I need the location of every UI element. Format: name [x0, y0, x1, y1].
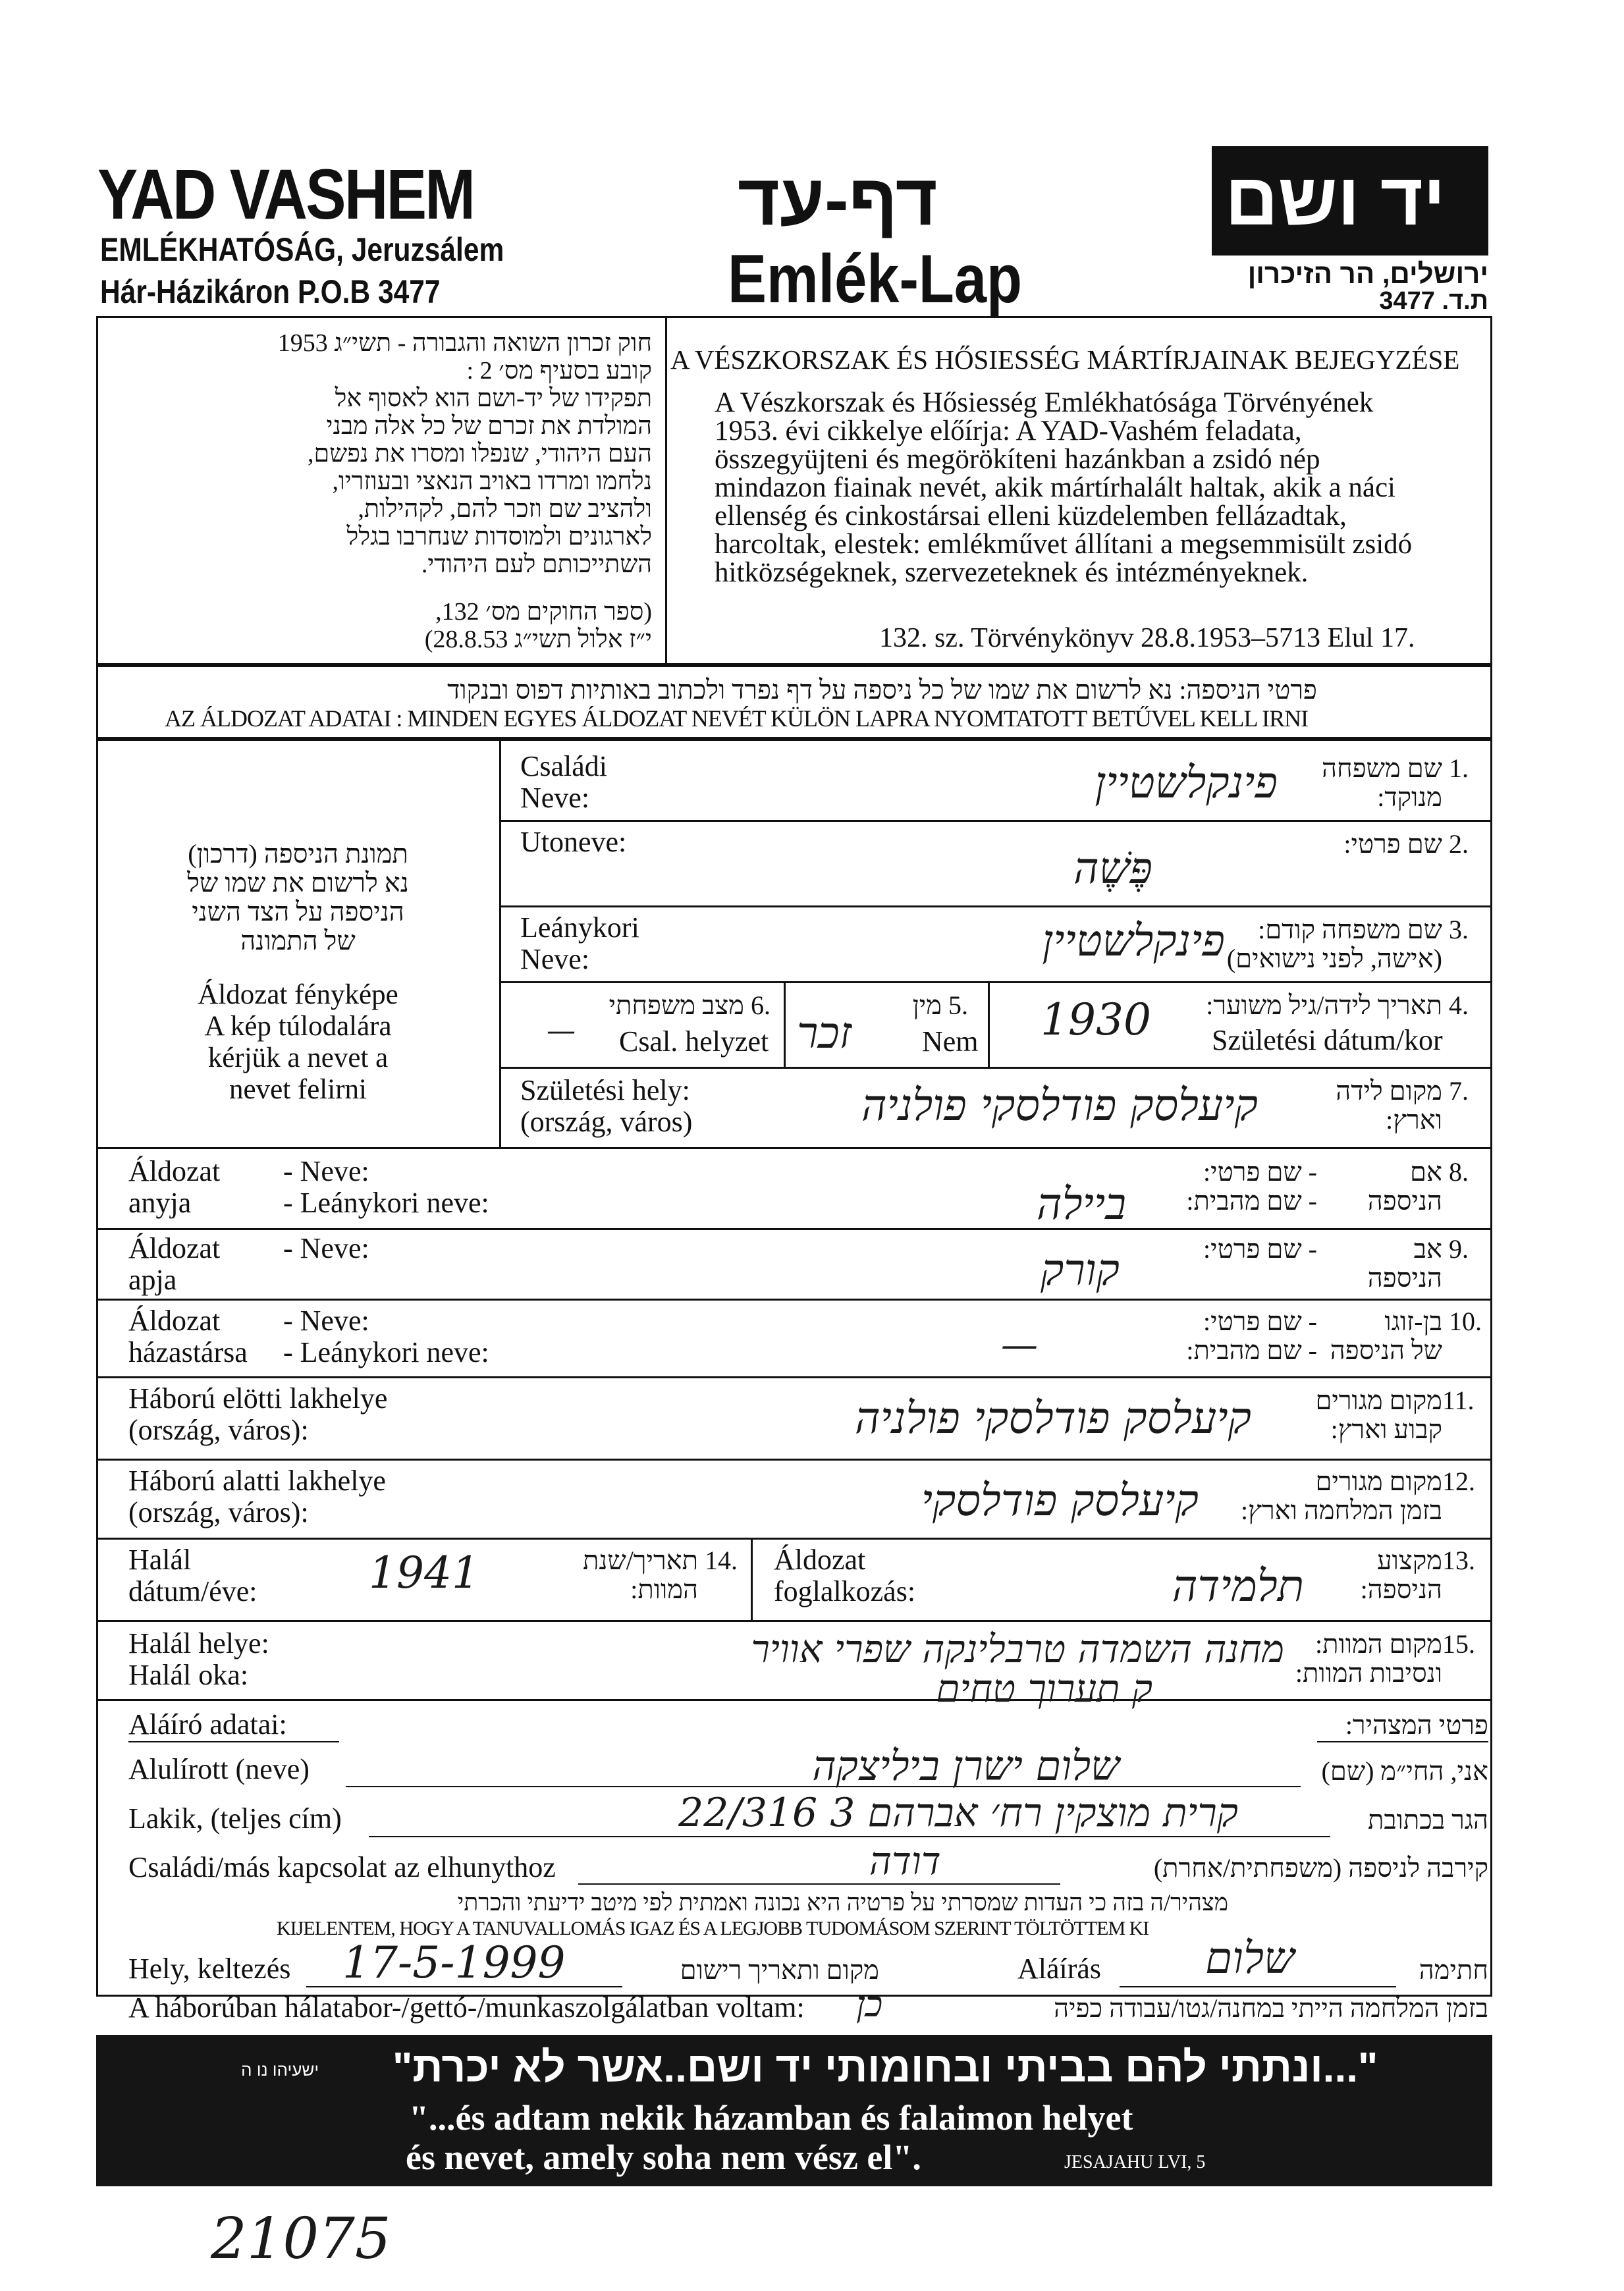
field8-label-hu: Áldozat anyja — [128, 1155, 221, 1219]
photo-hebrew-line: הניספה על הצד השני — [192, 897, 404, 927]
declaration-hu: KIJELENTEM, HOGY A TANUVALLOMÁS IGAZ ÉS A LEGJOBB TUDOMÁSOM SZERINT TÖLTÖTTEM KI — [277, 1918, 1149, 1939]
field12-label-he: מקום מגורים בזמן המלחמה וארץ: — [1241, 1467, 1442, 1525]
field9-value[interactable]: קורק — [1041, 1245, 1120, 1295]
law-hebrew-line: לארגונים ולמוסדות שנחרבו בגלל — [346, 523, 652, 551]
law-hebrew-line: ולהציב שם וזכר להם, לקהילות, — [358, 495, 652, 523]
field10-sublabel-he: - שם פרטי: - שם מהבית: — [1186, 1307, 1317, 1365]
law-divider — [665, 316, 667, 665]
law-hebrew-line: נלחמו ומרדו באויב הנאצי ובעוזריו, — [332, 468, 652, 495]
law-hungarian-line: harcoltak, elestek: emlékművet állítani a megsemmisült zsidó — [715, 529, 1413, 560]
instructions-hebrew: פרטי הניספה: נא לרשום את שמו של כל ניספה על דף נפרד ולכתוב באותיות דפוס ובנקוד — [447, 675, 1317, 705]
row-line — [499, 981, 1492, 983]
field13-value[interactable]: תלמידה — [1172, 1561, 1304, 1611]
photo-hungarian-line: kérjük a nevet a — [207, 1042, 389, 1073]
submitter-addr-value[interactable]: קרית מוצקין רח׳ אברהם 3 22/316 — [678, 1790, 1238, 1836]
row-line — [96, 1459, 1492, 1461]
footer-hu-line1: "...és adtam nekik házamban és falaimon helyet — [409, 2098, 1133, 2138]
header-address-line2: Hár-Házikáron P.O.B 3477 — [100, 273, 441, 310]
cell-divider — [784, 981, 786, 1067]
submitter-name-label-he: אני, החי״מ (שם) — [1321, 1756, 1488, 1786]
field8-label-he: אם הניספה — [1367, 1157, 1442, 1216]
field12-number: 12. — [1442, 1467, 1475, 1496]
field1-number: 1. — [1449, 753, 1469, 783]
field15-value[interactable]: מחנה השמדה טרבלינקה שפרי אוויר — [751, 1627, 1284, 1671]
submitter-addr-label-hu: Lakik, (teljes cím) — [128, 1802, 342, 1835]
field9-sublabel-he: - שם פרטי: — [1203, 1234, 1317, 1264]
field11-value[interactable]: קיעלסק פודלסקי פולניה — [854, 1393, 1251, 1443]
law-hebrew-ref: י״ז אלול תשי״ג 28.8.53) — [424, 626, 652, 653]
field14-label-hu: Halál dátum/éve: — [128, 1544, 257, 1607]
submitter-addr-label-he: הגר בכתובת — [1368, 1805, 1488, 1835]
submitter-title-he-underline — [1317, 1741, 1488, 1742]
submitter-rel-label-hu: Családi/más kapcsolat az elhunythoz — [128, 1851, 556, 1883]
submitter-rel-value[interactable]: דודה — [869, 1839, 941, 1883]
field3-value[interactable]: פינקלשטיין — [1042, 915, 1225, 966]
submitter-title-underline — [128, 1741, 339, 1742]
field9-sublabel-hu: - Neve: — [283, 1232, 369, 1264]
field8-value[interactable]: ביילה — [1037, 1179, 1126, 1229]
field3-label-hu: Leánykori Neve: — [520, 911, 639, 975]
row-line — [499, 905, 1492, 907]
law-hungarian-line: ellenség és cinkostársai elleni küzdelemben fellázadtak, — [715, 500, 1347, 531]
photo-area — [99, 840, 497, 1106]
field2-value[interactable]: פֶּשֶׁה — [1073, 843, 1152, 894]
field12-label-hu: Háború alatti lakhelye (ország, város): — [128, 1465, 386, 1528]
field1-value[interactable]: פינקלשטיין — [1095, 757, 1278, 808]
field11-number: 11. — [1442, 1386, 1475, 1415]
field3-label-he: שם משפחה קודם: (אישה, לפני נישואים) — [1226, 915, 1442, 973]
field7-label-hu: Születési hely: (ország, város) — [520, 1074, 693, 1138]
field10-sublabel-hu: - Neve: - Leánykori neve: — [283, 1305, 489, 1368]
submitter-addr-line — [369, 1836, 1330, 1837]
camp-label-he: בזמן המלחמה הייתי במחנה/גטו/עבודה כפיה — [1054, 1993, 1488, 2023]
row-line — [499, 820, 1492, 822]
photo-divider — [499, 739, 501, 1147]
field4-label-hu: Születési dátum/kor — [1212, 1024, 1443, 1056]
camp-value[interactable]: כן — [856, 1983, 883, 2025]
field10-value[interactable]: — — [1001, 1324, 1038, 1366]
field7-label-he: מקום לידה וארץ: — [1336, 1076, 1442, 1135]
header-address-line1: EMLÉKHATÓSÁG, Jeruzsálem — [100, 231, 504, 268]
field9-label-he: אב הניספה — [1367, 1234, 1442, 1293]
photo-hungarian-line: Áldozat fényképe — [198, 979, 398, 1010]
row-line — [96, 1228, 1492, 1230]
header-hebrew-line1: ירושלים, הר הזיכרון — [1247, 258, 1488, 289]
field3-number: 3. — [1449, 915, 1469, 944]
photo-hungarian-line: nevet felirni — [229, 1074, 367, 1105]
submitter-title-he: פרטי המצהיר: — [1345, 1710, 1488, 1740]
field6-label-hu: Csal. helyzet — [619, 1025, 769, 1058]
signature-line — [1120, 1986, 1396, 1987]
field11-label-hu: Háború elötti lakhelye (ország, város): — [128, 1382, 388, 1446]
footer-hu-line2: és nevet, amely soha nem vész el". — [406, 2138, 921, 2177]
field1-label-hu: Családi Neve: — [520, 750, 607, 814]
photo-hebrew-line: נא לרשום את שמו של — [187, 868, 409, 898]
field10-number: 10. — [1449, 1307, 1482, 1336]
field15-label-he: מקום המוות: ונסיבות המוות: — [1295, 1629, 1442, 1688]
declaration-he: מצהיר/ה בזה כי העדות שמסרתי על פרטיה היא נכונה ואמתית לפי מיטב ידיעתי והכרתי — [457, 1889, 1229, 1916]
field15-value2[interactable]: ק תערוך טחים — [936, 1666, 1152, 1711]
place-label-hu: Hely, keltezés — [128, 1953, 291, 1985]
field5-label-hu: Nem — [922, 1025, 979, 1058]
camp-label-hu: A háborúban hálatabor-/gettó-/munkaszolgálatban voltam: — [128, 1991, 805, 2024]
yad-vashem-logo — [1212, 146, 1488, 256]
field5-value[interactable]: זכר — [797, 1008, 852, 1058]
field8-number: 8. — [1449, 1157, 1469, 1187]
place-label-he: מקום ותאריך רישום — [680, 1955, 879, 1985]
field13-label-hu: Áldozat foglalkozás: — [774, 1544, 916, 1607]
field4-number: 4. — [1449, 990, 1469, 1020]
field10-label-he: בן-זוגו של הניספה — [1330, 1307, 1442, 1365]
law-hungarian-line: összegyüjteni és megörökíteni hazánkban a zsidó nép — [715, 444, 1320, 475]
signature-label-hu: Aláírás — [1017, 1953, 1102, 1985]
field10-label-hu: Áldozat házastársa — [128, 1305, 248, 1368]
cell-divider — [751, 1538, 753, 1620]
place-value[interactable]: 17-5-1999 — [342, 1937, 566, 1988]
field14-label-he: תאריך/שנת המוות: — [582, 1546, 698, 1604]
row-line — [96, 1620, 1492, 1622]
law-hungarian-line: hitközségeknek, szervezeteknek és intézményeknek. — [715, 557, 1309, 588]
law-hebrew-line: חוק זכרון השואה והגבורה - תשי״ג 1953 — [277, 329, 652, 357]
law-hungarian-line: A Vészkorszak és Hősiesség Emlékhatósága Törvényének — [715, 387, 1374, 418]
field15-number: 15. — [1442, 1629, 1475, 1659]
footer-banner — [96, 2035, 1492, 2186]
law-hebrew-line: המולדת את זכרם של כל אלה מבני — [326, 412, 652, 440]
footer-hebrew-quote: "...ונתתי להם בביתי ובחומותי יד ושם..אשר לא יכרת" — [392, 2043, 1378, 2091]
stamp-number: 21075 — [211, 2206, 391, 2272]
yad-vashem-title: YAD VASHEM — [97, 154, 474, 234]
row-line — [499, 1067, 1492, 1069]
law-hebrew-line: העם היהודי, שנפלו ומסרו את נפשם, — [307, 440, 652, 468]
field11-label-he: מקום מגורים קבוע וארץ: — [1315, 1386, 1442, 1444]
submitter-rel-label-he: קירבה לניספה (משפחתית/אחרת) — [1153, 1853, 1488, 1883]
field7-value[interactable]: קיעלסק פודלסקי פולניה — [861, 1080, 1258, 1131]
signature-label-he: חתימה — [1419, 1955, 1488, 1985]
law-hungarian-title: A VÉSZKORSZAK ÉS HŐSIESSÉG MÁRTÍRJAINAK BEJEGYZÉSE — [670, 344, 1460, 375]
center-hebrew-title: דף-עד — [738, 159, 938, 240]
field6-value[interactable]: — — [547, 1014, 576, 1048]
field2-number: 2. — [1449, 829, 1469, 859]
law-hungarian-line: mindazon fiainak nevét, akik mártírhalált haltak, akik a náci — [715, 472, 1395, 503]
photo-hebrew-line: תמונת הניספה (דרכון) — [188, 839, 408, 869]
field8-sublabel-he: - שם פרטי: - שם מהבית: — [1186, 1157, 1317, 1216]
footer-hu-ref: JESAJAHU LVI, 5 — [1064, 2152, 1206, 2172]
field4-label-he: תאריך לידה/גיל משוער: — [1206, 990, 1442, 1020]
row-line — [96, 1538, 1492, 1540]
submitter-name-label-hu: Alulírott (neve) — [128, 1753, 310, 1785]
instructions-hungarian: AZ ÁLDOZAT ADATAI : MINDEN EGYES ÁLDOZAT NEVÉT KÜLÖN LAPRA NYOMTATOTT BETŰVEL KELL IRNI — [165, 705, 1309, 732]
law-hebrew-line: השתייכותם לעם היהודי. — [421, 551, 652, 578]
field2-label-he: שם פרטי: — [1343, 829, 1442, 859]
law-hebrew-ref: (ספר החוקים מס׳ 132, — [435, 598, 652, 626]
field1-label-he: שם משפחה מנוקד: — [1322, 753, 1442, 812]
emlek-lap-title: Emlék-Lap — [728, 241, 1023, 317]
submitter-rel-line — [578, 1883, 1060, 1885]
law-hebrew-line: קובע בסעיף מס׳ 2 : — [466, 357, 652, 385]
field4-value[interactable]: 1930 — [1041, 994, 1151, 1045]
signature-value[interactable]: שלום — [1205, 1933, 1295, 1983]
field6-label-he: מצב משפחתי — [609, 990, 744, 1020]
law-hungarian-line: 1953. évi cikkelye előírja: A YAD-Vashém feladata, — [715, 416, 1302, 446]
cell-divider — [988, 981, 990, 1067]
row-line — [96, 1299, 1492, 1301]
row-line — [96, 1699, 1492, 1701]
law-hungarian-text — [715, 389, 1478, 587]
field13-label-he: מקצוע הניספה: — [1360, 1546, 1442, 1604]
field14-number: 14. — [705, 1546, 738, 1575]
logo-text: יד ושם — [1225, 158, 1446, 240]
field12-value[interactable]: קיעלסק פודלסקי — [921, 1475, 1199, 1526]
photo-hebrew-line: של התמונה — [240, 926, 356, 956]
field8-sublabel-hu: - Neve: - Leánykori neve: — [283, 1155, 489, 1219]
field5-number: 5. — [948, 990, 968, 1020]
submitter-title-hu: Aláíró adatai: — [128, 1708, 287, 1740]
field15-label-hu: Halál helye: Halál oka: — [128, 1627, 269, 1691]
field6-number: 6. — [751, 990, 771, 1020]
field9-label-hu: Áldozat apja — [128, 1232, 221, 1296]
law-hebrew-line: תפקידו של יד-ושם הוא לאסוף אל — [335, 385, 652, 412]
field13-number: 13. — [1442, 1546, 1475, 1575]
footer-hebrew-ref: ישעיהו נו ה — [241, 2060, 319, 2080]
row-line — [96, 1147, 1492, 1149]
field14-value[interactable]: 1941 — [369, 1548, 479, 1598]
field5-label-he: מין — [912, 990, 942, 1020]
header-hebrew-line2: ת.ד. 3477 — [1379, 287, 1488, 315]
row-line — [96, 1376, 1492, 1378]
submitter-name-value[interactable]: שלום ישרן ביליצקה — [812, 1742, 1120, 1790]
field2-label-hu: Utoneve: — [520, 826, 627, 858]
law-hungarian-ref: 132. sz. Törvénykönyv 28.8.1953–5713 Elul 17. — [879, 623, 1415, 653]
photo-hungarian-line: A kép túlodalára — [204, 1011, 392, 1042]
law-hebrew-text — [112, 329, 652, 653]
field7-number: 7. — [1449, 1076, 1469, 1106]
field9-number: 9. — [1449, 1234, 1469, 1264]
